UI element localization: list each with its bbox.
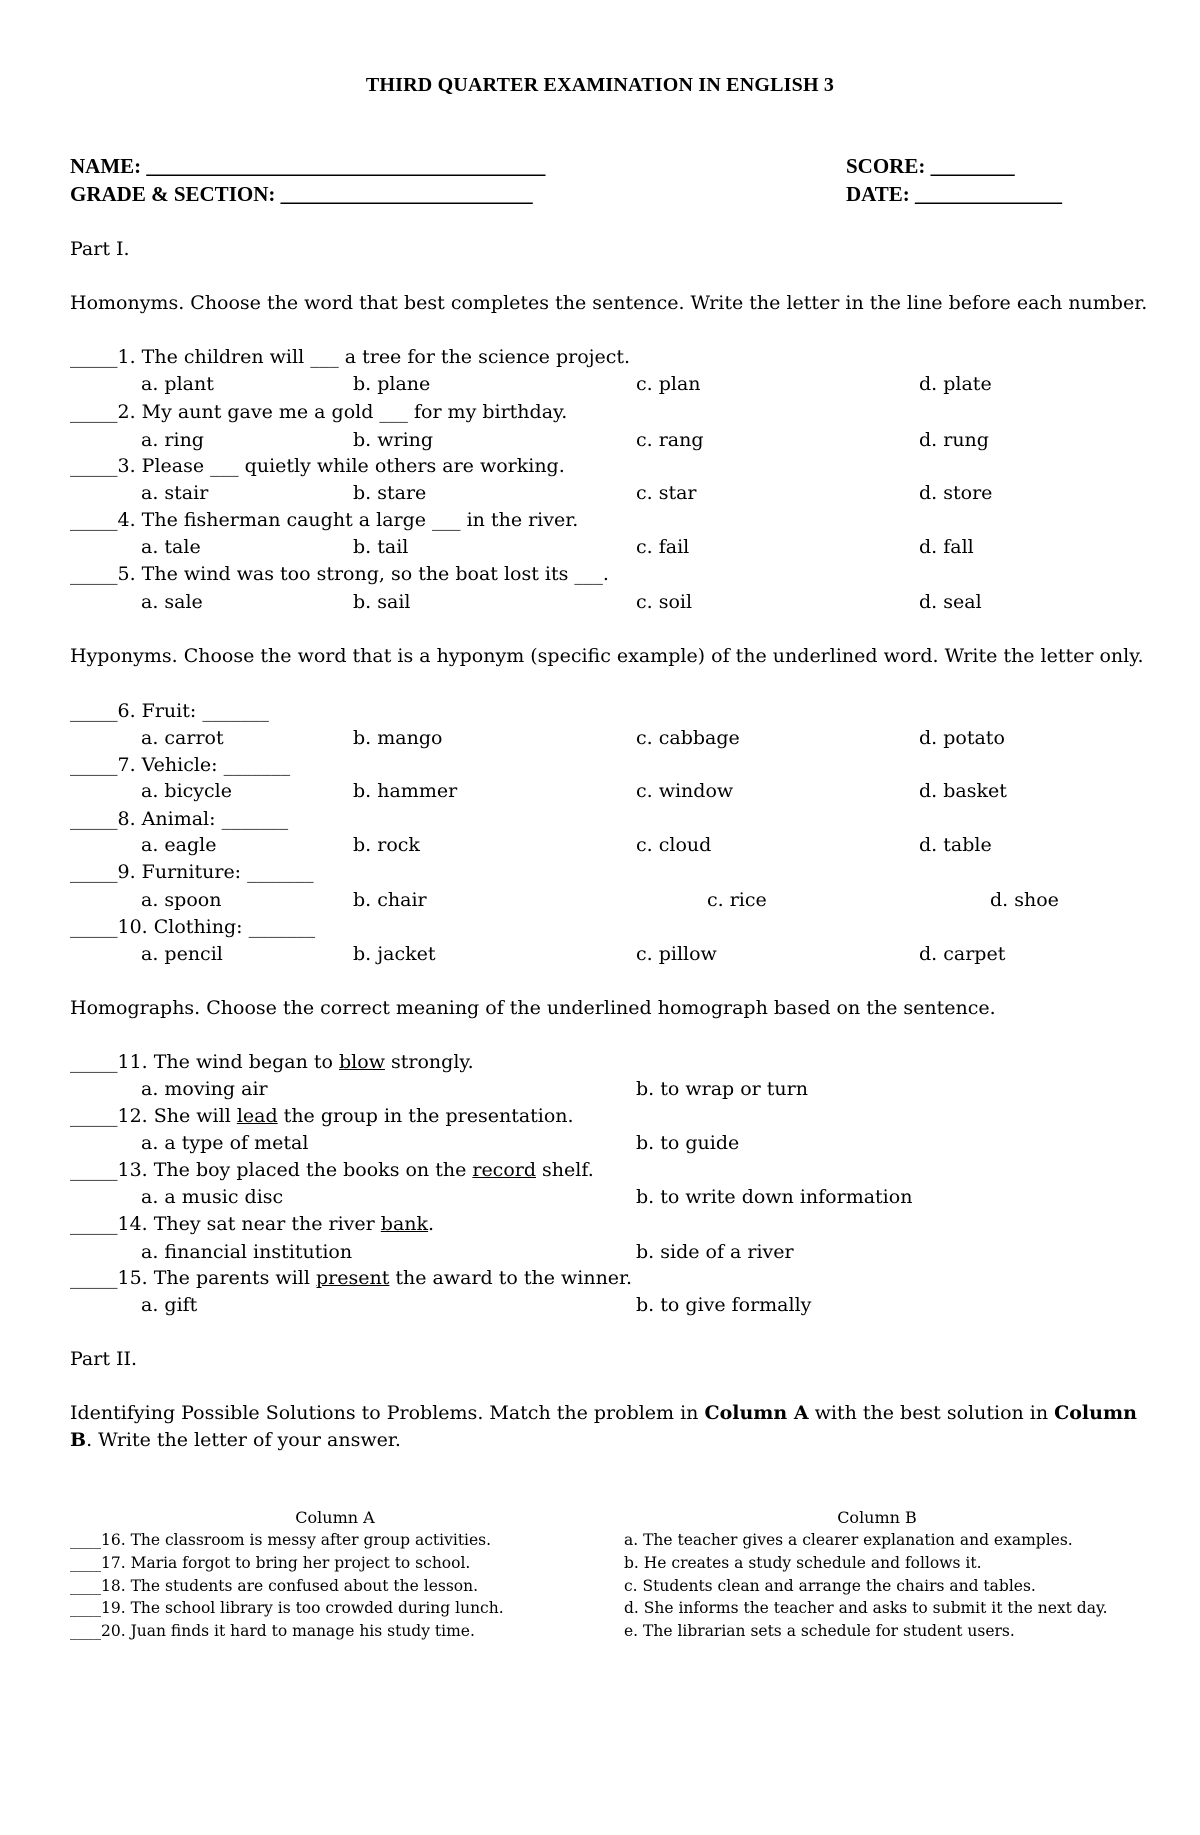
choice: c. pillow <box>636 943 717 965</box>
question-stem: _____8. Animal: _______ <box>70 808 289 830</box>
choice: a. pencil <box>141 943 223 965</box>
choice: a. financial institution <box>141 1241 353 1263</box>
column-a-item: ____19. The school library is too crowded during lunch. <box>70 1599 504 1617</box>
column-a-item: ____18. The students are confused about the lesson. <box>70 1577 479 1595</box>
question-stem: _____13. The boy placed the books on the record shelf. <box>70 1159 594 1181</box>
question-stem: _____7. Vehicle: _______ <box>70 754 291 776</box>
question-stem: _____5. The wind was too strong, so the boat lost its ___. <box>70 563 609 585</box>
choice: b. wring <box>353 429 434 451</box>
column-b-item: a. The teacher gives a clearer explanation and examples. <box>624 1531 1073 1549</box>
choice: a. a music disc <box>141 1186 284 1208</box>
question-stem: _____2. My aunt gave me a gold ___ for my birthday. <box>70 401 568 423</box>
name-field: NAME: ______________________________________ <box>70 154 546 178</box>
choice: a. spoon <box>141 889 222 911</box>
part1-label: Part I. <box>70 238 130 260</box>
choice: b. chair <box>353 889 427 911</box>
choice: d. table <box>919 834 992 856</box>
choice: c. plan <box>636 373 701 395</box>
underlined-word: record <box>472 1159 537 1181</box>
underlined-word: blow <box>339 1051 385 1073</box>
column-b-title: Column B <box>837 1508 917 1527</box>
part2-instruction: Identifying Possible Solutions to Problems. Match the problem in Column A with the best solution in Column <box>70 1402 1137 1424</box>
question-stem: _____4. The fisherman caught a large ___ in the river. <box>70 509 579 531</box>
part2-instruction-cont: B. Write the letter of your answer. <box>70 1429 401 1451</box>
column-a-title: Column A <box>295 1508 375 1527</box>
underlined-word: present <box>315 1267 390 1289</box>
choice: b. sail <box>353 591 411 613</box>
choice: b. tail <box>353 536 409 558</box>
choice: b. mango <box>353 727 443 749</box>
choice: c. cabbage <box>636 727 740 749</box>
underlined-word: bank <box>380 1213 429 1235</box>
column-a-item: ____16. The classroom is messy after group activities. <box>70 1531 492 1549</box>
question-stem: _____15. The parents will present the award to the winner. <box>70 1267 633 1289</box>
exam-title: THIRD QUARTER EXAMINATION IN ENGLISH 3 <box>365 74 835 96</box>
part2-label: Part II. <box>70 1348 138 1370</box>
choice: d. potato <box>919 727 1005 749</box>
choice: b. side of a river <box>636 1241 794 1263</box>
choice: b. stare <box>353 482 427 504</box>
question-stem: _____10. Clothing: _______ <box>70 916 316 938</box>
choice: b. to write down information <box>636 1186 913 1208</box>
hyponyms-instruction: Hyponyms. Choose the word that is a hyponym (specific example) of the underlined word. Write the letter only. <box>70 645 1144 667</box>
column-b-item: d. She informs the teacher and asks to submit it the next day. <box>624 1599 1108 1617</box>
column-a-item: ____20. Juan finds it hard to manage his study time. <box>70 1622 475 1640</box>
choice: a. moving air <box>141 1078 268 1100</box>
choice: b. hammer <box>353 780 458 802</box>
homonyms-instruction: Homonyms. Choose the word that best completes the sentence. Write the letter in the line before each number. <box>70 292 1148 314</box>
choice: d. store <box>919 482 993 504</box>
question-stem: _____12. She will lead the group in the presentation. <box>70 1105 574 1127</box>
question-stem: _____11. The wind began to blow strongly. <box>70 1051 474 1073</box>
choice: c. rang <box>636 429 704 451</box>
choice: a. tale <box>141 536 201 558</box>
choice: a. gift <box>141 1294 198 1316</box>
choice: b. to guide <box>636 1132 740 1154</box>
question-stem: _____3. Please ___ quietly while others are working. <box>70 455 565 477</box>
date-field: DATE: ______________ <box>846 182 1063 206</box>
choice: c. star <box>636 482 697 504</box>
choice: c. soil <box>636 591 693 613</box>
choice: a. stair <box>141 482 209 504</box>
choice: b. to wrap or turn <box>636 1078 808 1100</box>
choice: d. shoe <box>990 889 1059 911</box>
column-b-item: c. Students clean and arrange the chairs and tables. <box>624 1577 1036 1595</box>
choice: a. eagle <box>141 834 217 856</box>
choice: c. fail <box>636 536 690 558</box>
choice: a. plant <box>141 373 214 395</box>
homographs-instruction: Homographs. Choose the correct meaning of the underlined homograph based on the sentence. <box>70 997 996 1019</box>
choice: b. plane <box>353 373 431 395</box>
grade-section-field: GRADE & SECTION: ________________________ <box>70 182 533 206</box>
choice: c. cloud <box>636 834 712 856</box>
choice: c. window <box>636 780 734 802</box>
choice: d. fall <box>919 536 974 558</box>
choice: d. basket <box>919 780 1007 802</box>
choice: d. seal <box>919 591 982 613</box>
question-stem: _____6. Fruit: _______ <box>70 700 269 722</box>
choice: a. sale <box>141 591 203 613</box>
choice: d. rung <box>919 429 989 451</box>
choice: c. rice <box>707 889 767 911</box>
choice: d. plate <box>919 373 992 395</box>
choice: a. bicycle <box>141 780 232 802</box>
choice: a. ring <box>141 429 204 451</box>
choice: a. a type of metal <box>141 1132 309 1154</box>
column-b-item: b. He creates a study schedule and follows it. <box>624 1554 982 1572</box>
choice: b. jacket <box>353 943 436 965</box>
choice: b. to give formally <box>636 1294 812 1316</box>
choice: b. rock <box>353 834 420 856</box>
score-field: SCORE: ________ <box>846 154 1015 178</box>
question-stem: _____9. Furniture: _______ <box>70 861 314 883</box>
choice: a. carrot <box>141 727 224 749</box>
underlined-word: lead <box>236 1105 278 1127</box>
column-a-item: ____17. Maria forgot to bring her project to school. <box>70 1554 471 1572</box>
question-stem: _____1. The children will ___ a tree for the science project. <box>70 346 631 368</box>
column-b-item: e. The librarian sets a schedule for student users. <box>624 1622 1015 1640</box>
choice: d. carpet <box>919 943 1006 965</box>
question-stem: _____14. They sat near the river bank. <box>70 1213 435 1235</box>
